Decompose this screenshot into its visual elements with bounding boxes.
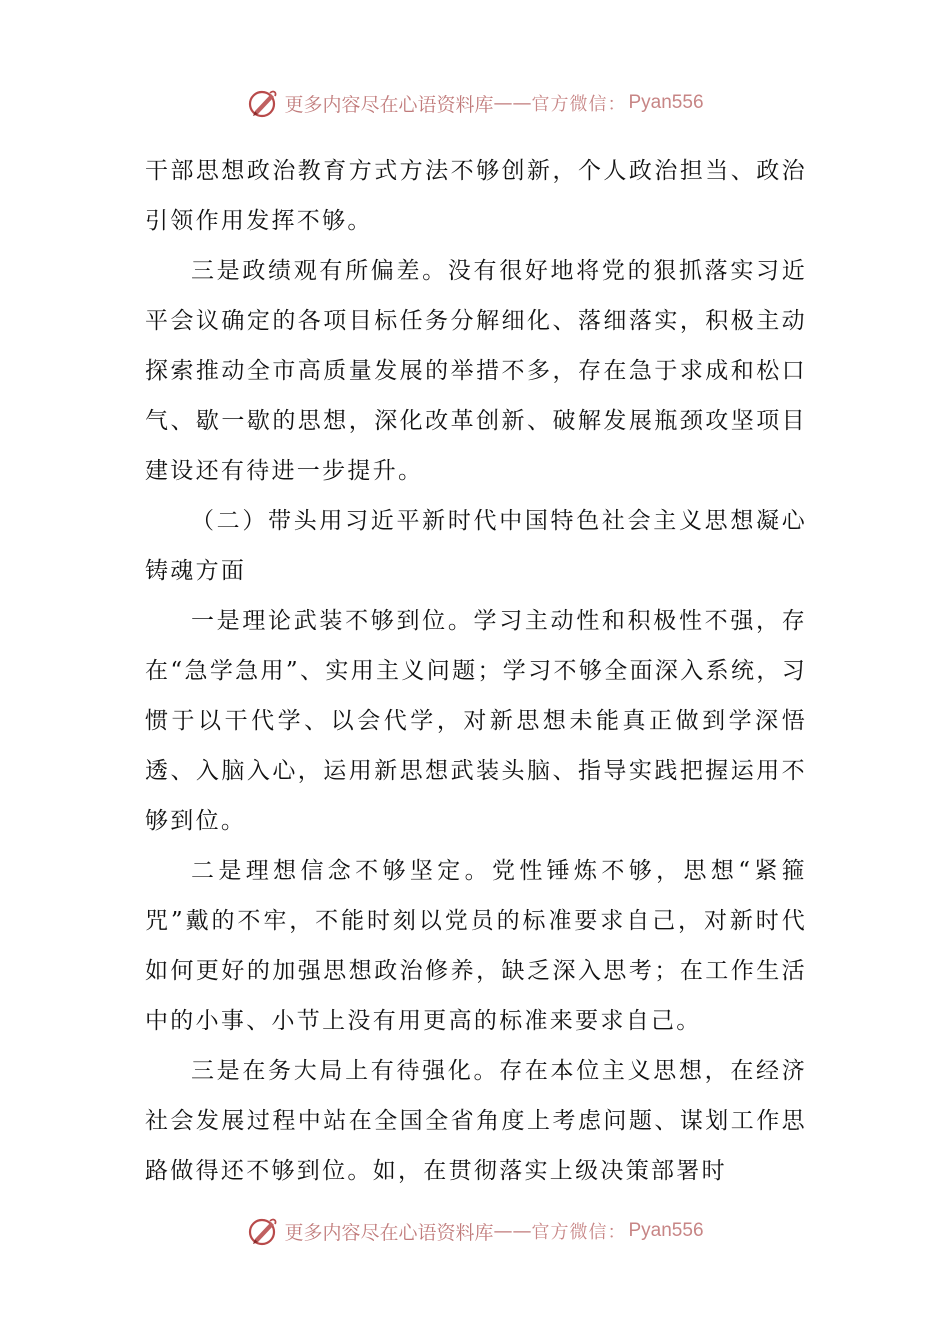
paragraph: 一是理论武装不够到位。学习主动性和积极性不强，存在“急学急用”、实用主义问题；学习不够全面深入系统，习惯于以干代学、以会代学，对新思想未能真正做到学深悟透、入脑入心，运用新思想武装头脑、指导实践把握运用不够到位。 bbox=[145, 608, 807, 834]
header-watermark bbox=[0, 83, 950, 123]
watermark-dash: —— bbox=[493, 1220, 532, 1242]
paragraph: 三是在务大局上有待强化。存在本位主义思想，在经济社会发展过程中站在全国全省角度上考虑问题、谋划工作思路做得还不够到位。如，在贯彻落实上级决策部署时 bbox=[145, 1058, 807, 1184]
watermark-wechat-label: 官方微信： bbox=[531, 1222, 627, 1243]
watermark-dash: —— bbox=[493, 92, 532, 114]
pen-logo-icon bbox=[246, 1214, 280, 1248]
watermark-site-text: 更多内容尽在心语资料库 bbox=[284, 1221, 494, 1244]
paragraph: 三是政绩观有所偏差。没有很好地将党的狠抓落实习近平会议确定的各项目标任务分解细化、落细落实，积极主动探索推动全市高质量发展的举措不多，存在急于求成和松口气、歇一歇的思想，深化改革创新、破解发展瓶颈攻坚项目建设还有待进一步提升。 bbox=[145, 258, 807, 484]
watermark-wechat-id: Pyan556 bbox=[628, 1220, 704, 1241]
watermark-wechat-id: Pyan556 bbox=[628, 92, 704, 113]
document-body bbox=[145, 146, 807, 1196]
pen-logo-icon bbox=[246, 86, 280, 120]
watermark-wechat-label: 官方微信： bbox=[531, 94, 627, 115]
section-heading: （二）带头用习近平新时代中国特色社会主义思想凝心铸魂方面 bbox=[145, 508, 807, 584]
watermark-site-text: 更多内容尽在心语资料库 bbox=[284, 93, 494, 116]
paragraph-continuation: 干部思想政治教育方式方法不够创新，个人政治担当、政治引领作用发挥不够。 bbox=[145, 158, 807, 234]
footer-watermark bbox=[0, 1211, 950, 1251]
paragraph: 二是理想信念不够坚定。党性锤炼不够，思想“紧箍咒”戴的不牢，不能时刻以党员的标准要求自己，对新时代如何更好的加强思想政治修养，缺乏深入思考；在工作生活中的小事、小节上没有用更高的标准来要求自己。 bbox=[145, 858, 807, 1034]
